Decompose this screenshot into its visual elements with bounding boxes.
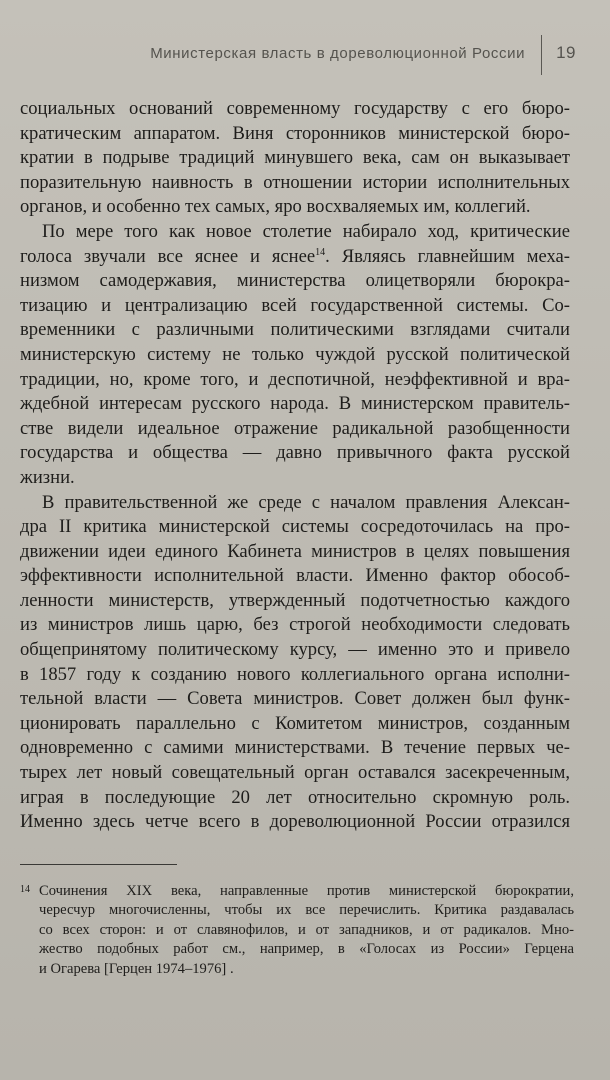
text-line: общепринятому политическому курсу, — именно это и привело xyxy=(20,639,570,661)
text-line: жизни. xyxy=(20,466,75,488)
text-line: стве видели идеальное отражение радикальной разобщенности xyxy=(20,417,570,439)
text-line: одновременно с самими министерствами. В течение первых че- xyxy=(20,737,570,759)
footnote-line: жество подобных работ см., например, в «Голосах из России» Герцена xyxy=(39,941,574,958)
footnote-line: со всех сторон: и от славянофилов, и от западников, и от радикалов. Мно- xyxy=(39,921,574,938)
header-divider xyxy=(541,35,542,75)
text-line: ленности министерств, утвержденный подотчетностью каждого xyxy=(20,589,570,611)
text-line: тизацию и централизацию всей государственной системы. Со- xyxy=(20,294,570,316)
text-line: традиции, но, кроме того, и деспотичной, неэффективной и вра- xyxy=(20,368,570,390)
text-line: ционировать параллельно с Комитетом министров, созданным xyxy=(20,712,570,734)
footnote-line: Сочинения XIX века, направленные против министерской бюрократии, xyxy=(39,883,574,899)
paragraph-start-line: По мере того как новое столетие набирало ход, критические xyxy=(42,220,570,242)
text-line: эффективности исполнительной власти. Именно фактор обособ- xyxy=(20,565,570,587)
text-line: тельной власти — Совета министров. Совет должен был функ- xyxy=(20,688,570,710)
page-number: 19 xyxy=(556,43,576,62)
footnote-divider xyxy=(20,864,177,865)
text-line: поразительную наивность в отношении истории исполнительных xyxy=(20,171,570,193)
footnote-line: и Огарева [Герцен 1974–1976] . xyxy=(39,960,234,977)
text-line: в 1857 году к созданию нового коллегиального органа исполни- xyxy=(20,663,570,685)
running-title: Министерская власть в дореволюционной России xyxy=(150,44,526,62)
footnote-line: чересчур многочисленны, чтобы их все перечислить. Критика раздавалась xyxy=(39,902,574,919)
text-line: Именно здесь четче всего в дореволюционной России отразился xyxy=(20,811,570,833)
footnote-reference[interactable]: 14 xyxy=(315,246,326,258)
text-line: низмом самодержавия, министерства олицетворяли бюрокра- xyxy=(20,270,570,292)
text-segment: голоса звучали все яснее и яснее xyxy=(20,245,316,267)
running-header xyxy=(150,40,576,66)
text-line: из министров лишь царю, без строгой необходимости следовать xyxy=(20,614,570,636)
text-line: кратическим аппаратом. Виня сторонников министерской бюро- xyxy=(20,122,570,144)
text-segment: . Являясь главнейшим меха- xyxy=(325,245,570,267)
text-line: тырех лет новый совещательный орган оставался засекреченным, xyxy=(20,762,570,784)
text-line: играя в последующие 20 лет относительно скромную роль. xyxy=(20,786,570,808)
footnote-marker: 14 xyxy=(20,884,30,895)
text-line: временники с различными политическими взглядами считали xyxy=(20,319,570,341)
footnote-text xyxy=(39,882,574,979)
text-line: государства и общества — давно привычного факта русской xyxy=(20,442,570,464)
footnote xyxy=(20,882,574,979)
text-line: ждебной интересам русского народа. В министерском правитель- xyxy=(20,393,570,415)
text-line: движении идеи единого Кабинета министров в целях повышения xyxy=(20,540,570,562)
text-line-with-footnote xyxy=(20,245,570,270)
paragraph-start-line: В правительственной же среде с началом правления Алексан- xyxy=(42,491,570,513)
text-line: социальных оснований современному государству с его бюро- xyxy=(20,98,570,119)
text-line: органов, и особенно тех самых, яро восхваляемых им, коллегий. xyxy=(20,196,531,218)
body-text xyxy=(20,97,570,835)
text-line: дра II критика министерской системы сосредоточилась на про- xyxy=(20,516,570,538)
text-line: кратии в подрыве традиций минувшего века, сам он выказывает xyxy=(20,147,570,169)
text-line: министерскую систему не только чуждой русской политической xyxy=(20,343,570,365)
